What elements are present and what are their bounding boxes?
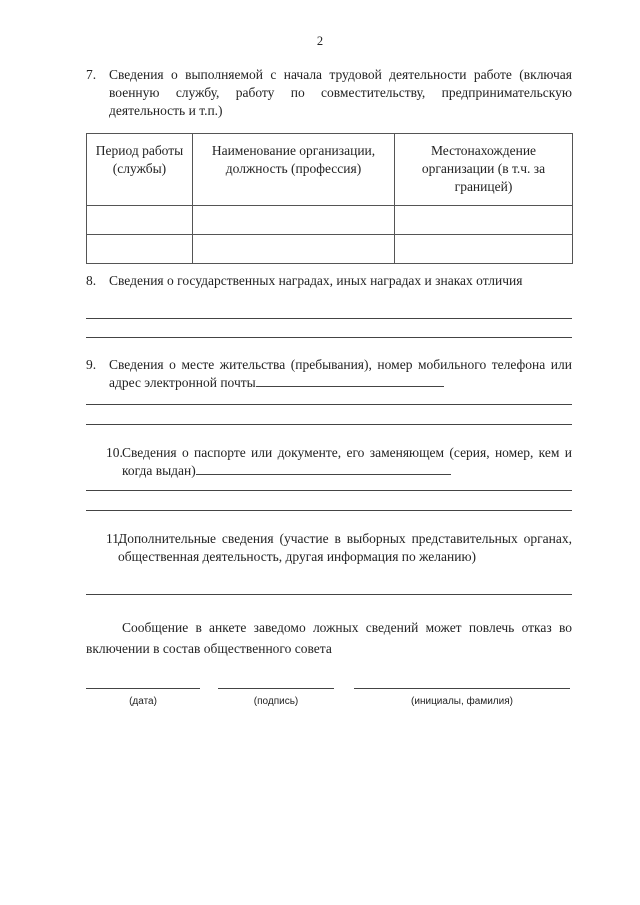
section-7-text: Сведения о выполняемой с начала трудовой деятельности работе (включая военную службу, работу по совместительству, предпринимательскую деятельность и т.п.) [109,67,572,118]
signature-line[interactable] [218,688,334,689]
header-organization-position: Наименование организации, должность (профессия) [193,134,395,206]
section-9-text: Сведения о месте жительства (пребывания), номер мобильного телефона или адрес электронной почты [109,357,572,390]
additional-fill-line[interactable] [86,594,572,595]
passport-fill-line-1[interactable] [86,490,572,491]
name-caption: (инициалы, фамилия) [411,696,513,707]
table-row [87,235,573,264]
section-10-number: 10. [106,445,123,460]
section-11 [86,530,572,566]
contact-fill-line-2[interactable] [86,424,572,425]
work-history-table [86,133,573,264]
passport-fill-line-2[interactable] [86,510,572,511]
contact-fill-line-1[interactable] [86,404,572,405]
section-11-number: 11. [106,531,123,546]
table-header-row [87,134,573,206]
section-8 [86,272,572,290]
section-7-number: 7. [86,67,97,82]
header-organization-location: Местонахождение организации (в т.ч. за границей) [395,134,573,206]
table-cell[interactable] [87,235,193,264]
section-9 [86,356,572,392]
header-work-period: Период работы (службы) [87,134,193,206]
section-9-number: 9. [86,357,97,372]
section-10 [86,444,572,480]
table-cell[interactable] [193,235,395,264]
awards-fill-line-2[interactable] [86,337,572,338]
section-8-text: Сведения о государственных наградах, иных наградах и знаках отличия [109,273,523,288]
date-caption: (дата) [129,696,157,707]
section-8-number: 8. [86,273,97,288]
section-10-text: Сведения о паспорте или документе, его заменяющем (серия, номер, кем и когда выдан) [122,445,572,478]
table-cell[interactable] [87,206,193,235]
table-cell[interactable] [193,206,395,235]
date-line[interactable] [86,688,200,689]
signature-caption: (подпись) [253,696,299,707]
page-number: 2 [316,34,324,48]
passport-fill-line-inline[interactable] [196,462,451,475]
section-11-text: Дополнительные сведения (участие в выборных представительных органах, общественная деятельность, другая информация по желанию) [118,531,572,564]
false-info-notice: Сообщение в анкете заведомо ложных сведений может повлечь отказ во включении в состав общественного совета [86,620,572,656]
name-line[interactable] [354,688,570,689]
section-7 [86,66,572,120]
table-cell[interactable] [395,206,573,235]
contact-fill-line-inline[interactable] [256,374,444,387]
table-cell[interactable] [395,235,573,264]
table-row [87,206,573,235]
awards-fill-line-1[interactable] [86,318,572,319]
